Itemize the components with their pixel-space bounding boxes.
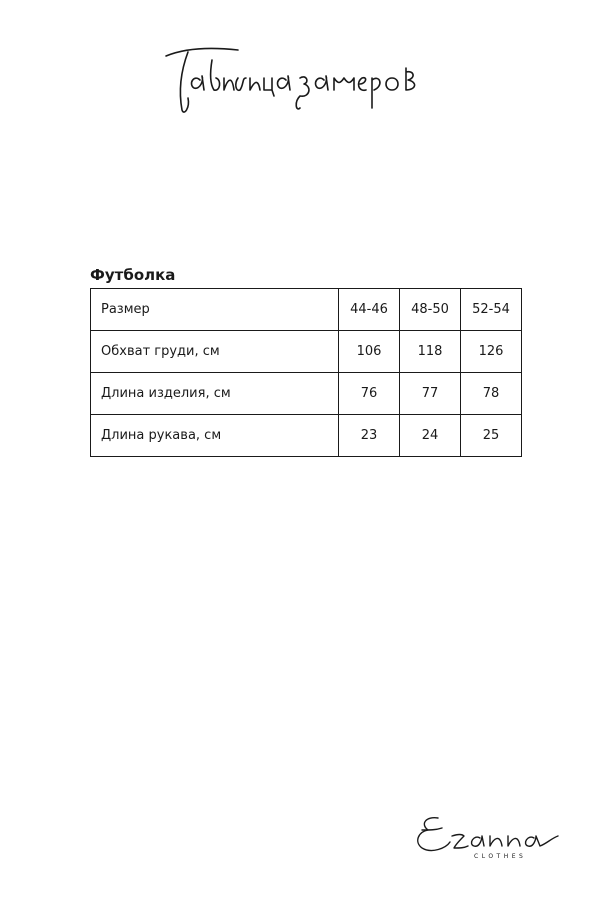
table-row-label: Длина изделия, см bbox=[91, 373, 339, 415]
table-row bbox=[91, 415, 522, 457]
table-header-label: Размер bbox=[91, 289, 339, 331]
table-cell: 23 bbox=[339, 415, 400, 457]
table-cell: 24 bbox=[400, 415, 461, 457]
table-header-size: 44-46 bbox=[339, 289, 400, 331]
table-header-row bbox=[91, 289, 522, 331]
table-header-size: 52-54 bbox=[461, 289, 522, 331]
table-cell: 25 bbox=[461, 415, 522, 457]
table-row-label: Обхват груди, см bbox=[91, 331, 339, 373]
table-cell: 77 bbox=[400, 373, 461, 415]
table-header-size: 48-50 bbox=[400, 289, 461, 331]
page-title bbox=[160, 38, 460, 118]
table-row bbox=[91, 373, 522, 415]
table-cell: 106 bbox=[339, 331, 400, 373]
size-table bbox=[90, 288, 522, 457]
table-cell: 76 bbox=[339, 373, 400, 415]
brand-logo-graphic bbox=[408, 808, 568, 868]
table-cell: 118 bbox=[400, 331, 461, 373]
table-row bbox=[91, 331, 522, 373]
table-cell: 78 bbox=[461, 373, 522, 415]
svg-text:CLOTHES: CLOTHES bbox=[474, 853, 527, 860]
table-row-label: Длина рукава, см bbox=[91, 415, 339, 457]
brand-logo bbox=[408, 808, 568, 868]
table-cell: 126 bbox=[461, 331, 522, 373]
section-heading: Футболка bbox=[90, 266, 176, 284]
handwritten-title-graphic bbox=[160, 38, 460, 118]
